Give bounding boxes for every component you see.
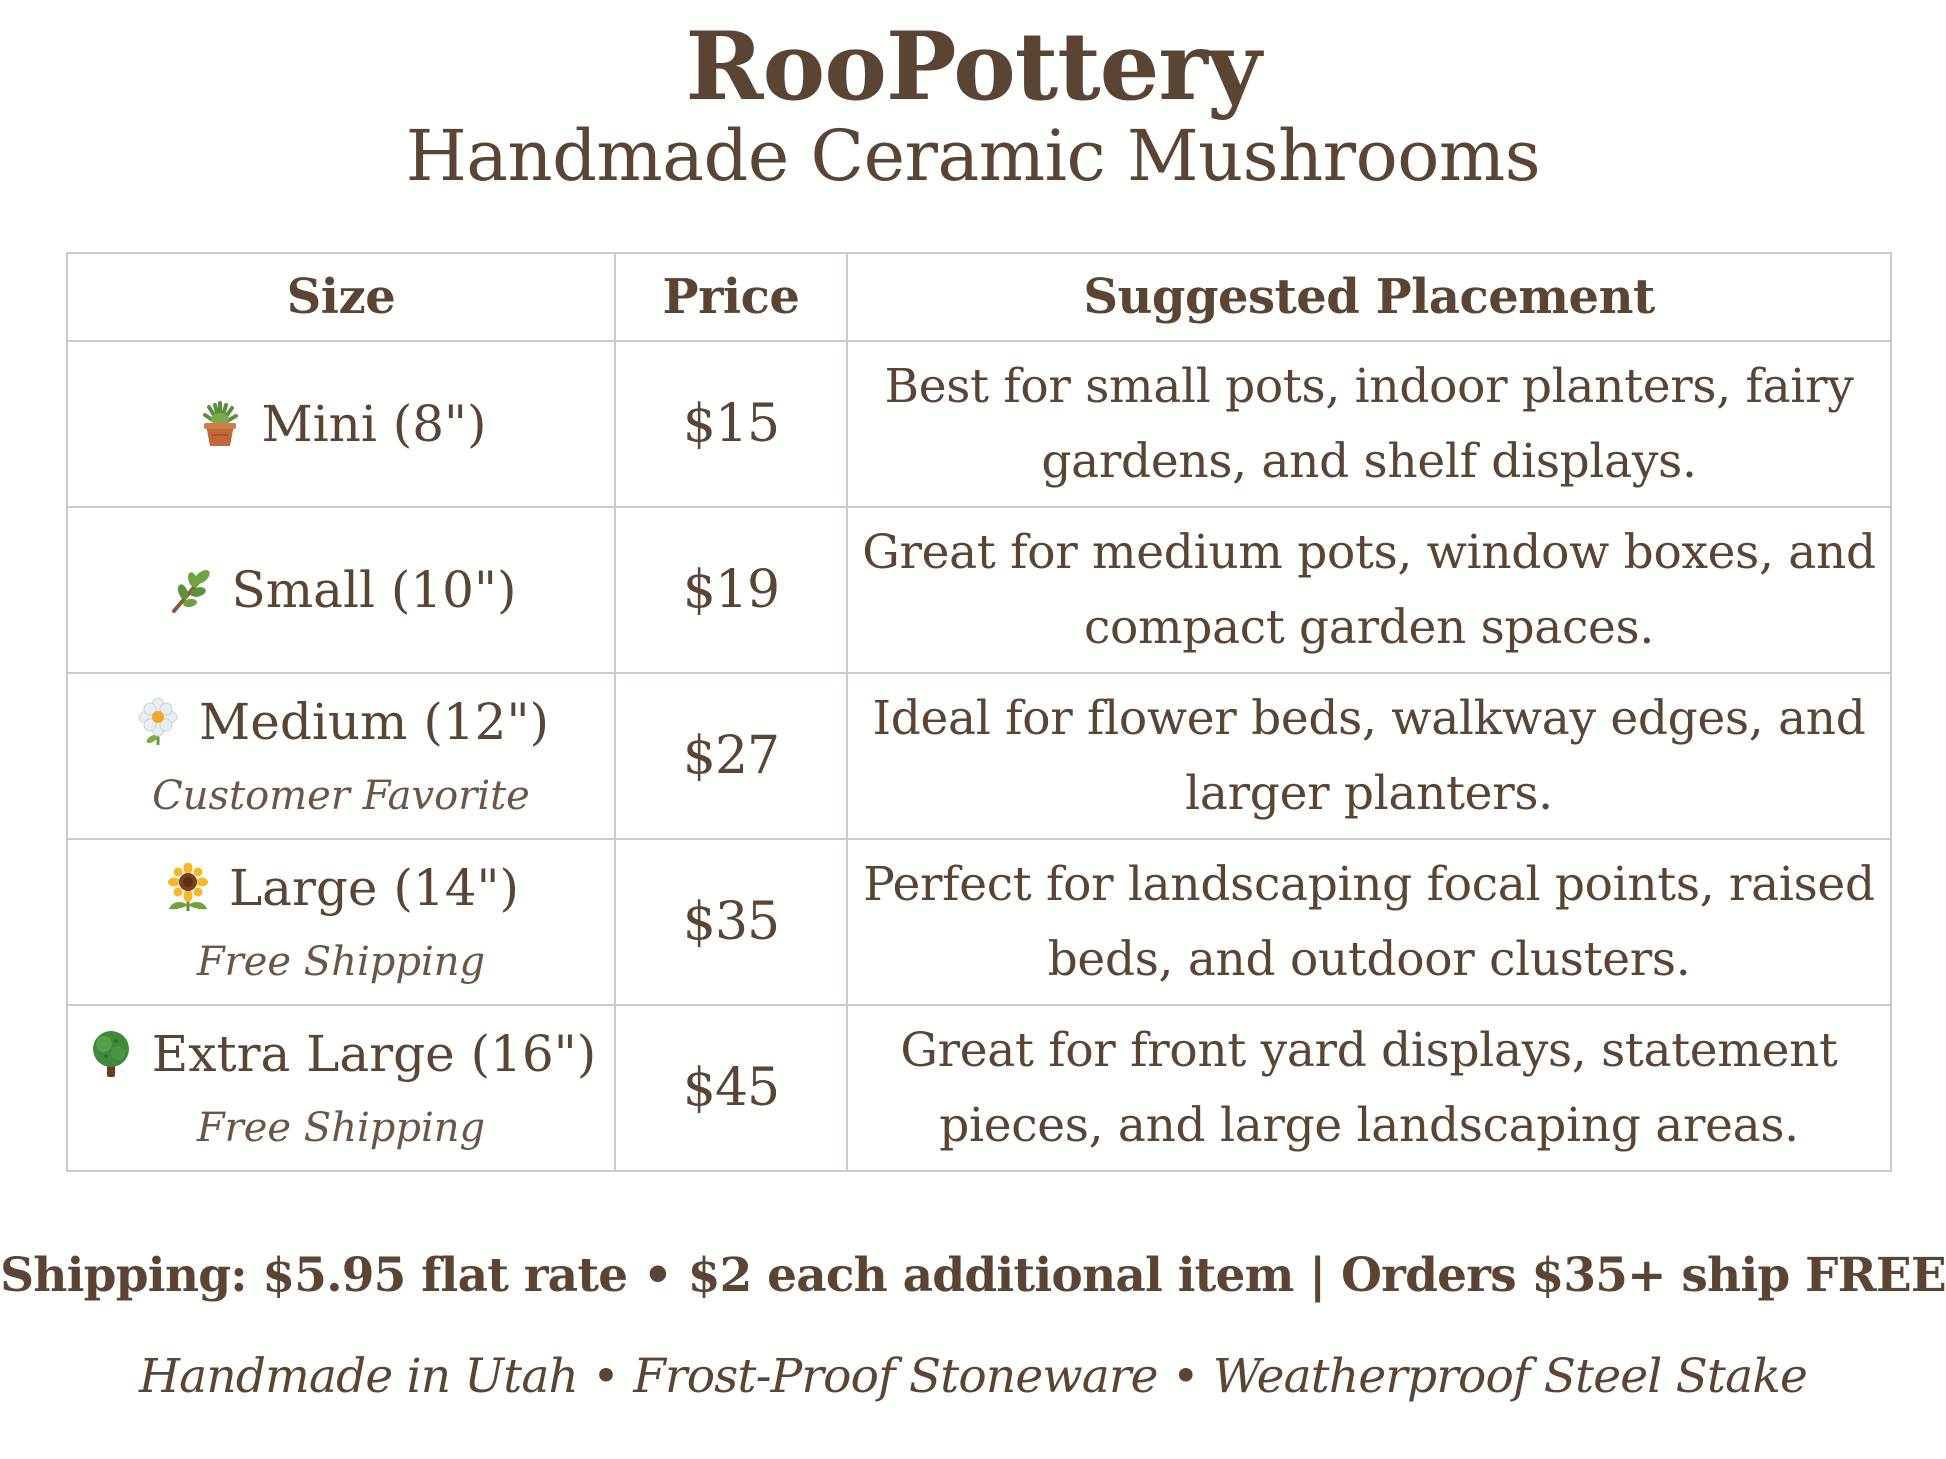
table-row xyxy=(67,341,1891,507)
size-label: Large (14") xyxy=(228,858,520,917)
table-row xyxy=(67,1005,1891,1171)
size-label: Extra Large (16") xyxy=(151,1024,597,1083)
size-note: Free Shipping xyxy=(196,1104,486,1151)
size-cell xyxy=(67,673,615,839)
potted-plant-icon xyxy=(195,399,245,449)
table-row xyxy=(67,507,1891,673)
table-row xyxy=(67,673,1891,839)
table-header-row xyxy=(67,253,1891,341)
price-cell: $45 xyxy=(615,1005,847,1171)
price-table xyxy=(66,252,1892,1172)
size-label: Small (10") xyxy=(231,560,517,619)
sunflower-icon xyxy=(163,863,213,913)
page-subtitle: Handmade Ceramic Mushrooms xyxy=(405,115,1541,197)
brand-title: RooPottery xyxy=(685,12,1261,122)
price-cell: $15 xyxy=(615,341,847,507)
price-cell: $35 xyxy=(615,839,847,1005)
footer-tagline: Handmade in Utah • Frost-Proof Stoneware • Weatherproof Steel Stake xyxy=(138,1349,1808,1404)
size-label: Medium (12") xyxy=(199,692,549,751)
size-note: Customer Favorite xyxy=(152,772,530,819)
price-cell: $19 xyxy=(615,507,847,673)
size-cell xyxy=(67,507,615,673)
daisy-icon xyxy=(133,697,183,747)
size-cell xyxy=(67,341,615,507)
placement-cell: Perfect for landscaping focal points, raised beds, and outdoor clusters. xyxy=(847,839,1891,1005)
price-cell: $27 xyxy=(615,673,847,839)
shipping-info: Shipping: $5.95 flat rate • $2 each additional item | Orders $35+ ship FREE xyxy=(0,1248,1946,1303)
placement-cell: Great for front yard displays, statement pieces, and large landscaping areas. xyxy=(847,1005,1891,1171)
size-cell xyxy=(67,839,615,1005)
column-header-placement: Suggested Placement xyxy=(847,253,1891,341)
size-label: Mini (8") xyxy=(261,394,487,453)
column-header-size: Size xyxy=(67,253,615,341)
placement-cell: Best for small pots, indoor planters, fairy gardens, and shelf displays. xyxy=(847,341,1891,507)
column-header-price: Price xyxy=(615,253,847,341)
herb-sprig-icon xyxy=(166,565,216,615)
size-cell xyxy=(67,1005,615,1171)
tree-icon xyxy=(86,1029,136,1079)
size-note: Free Shipping xyxy=(196,938,486,985)
table-row xyxy=(67,839,1891,1005)
placement-cell: Great for medium pots, window boxes, and compact garden spaces. xyxy=(847,507,1891,673)
placement-cell: Ideal for flower beds, walkway edges, and larger planters. xyxy=(847,673,1891,839)
